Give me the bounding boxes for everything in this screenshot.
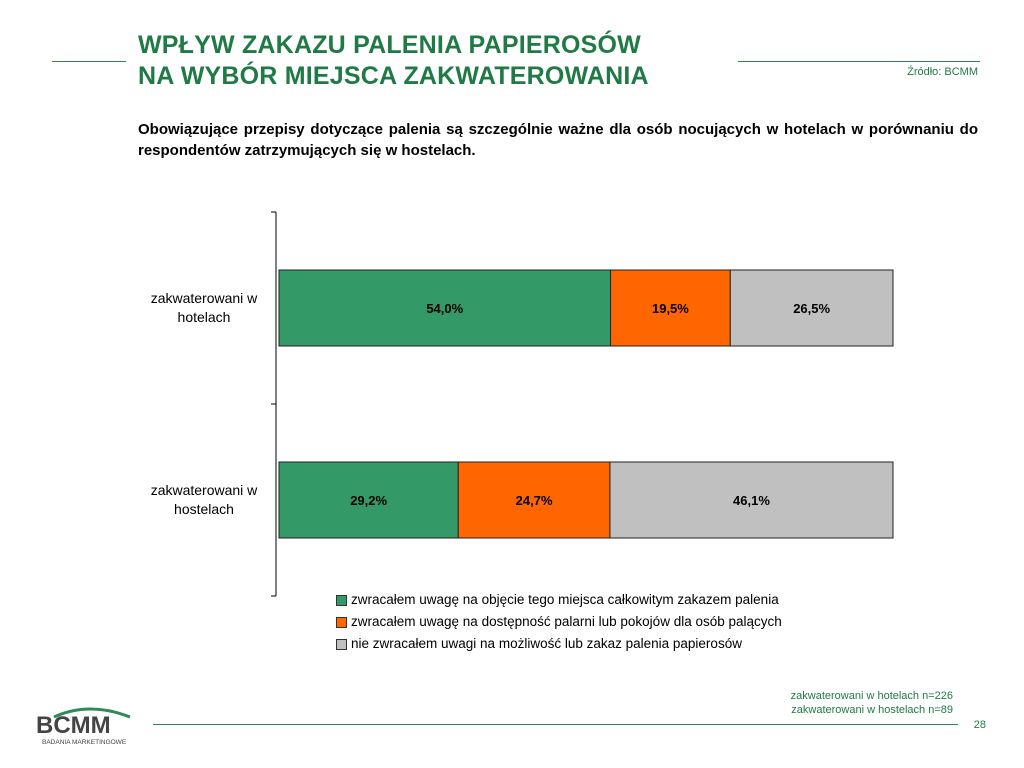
title-line-2: NA WYBÓR MIEJSCA ZAKWATEROWANIA — [138, 62, 649, 90]
legend-swatch-0 — [336, 595, 347, 606]
legend-label-1: zwracałem uwagę na dostępność palarni lub pokojów dla osób palących — [351, 614, 782, 629]
bcmm-logo — [34, 703, 134, 747]
page-subtitle: Obowiązujące przepisy dotyczące palenia są szczególnie ważne dla osób nocujących w hotelach w porównaniu do respondentów zatrzymujących się w hostelach. — [138, 121, 978, 159]
legend-item-1 — [336, 611, 782, 633]
legend-item-0 — [336, 589, 782, 611]
legend-swatch-1 — [336, 617, 347, 628]
bar-label-0-2: 26,5% — [793, 301, 831, 316]
page-number: 28 — [973, 719, 986, 731]
source-note: Źródło: BCMM — [907, 66, 978, 78]
sample-size-notes — [791, 689, 953, 717]
chart-legend — [336, 589, 782, 655]
logo-subtext: BADANIA MARKETINGOWE — [42, 739, 127, 746]
legend-label-2: nie zwracałem uwagi na możliwość lub zakaz palenia papierosów — [351, 636, 742, 651]
legend-swatch-2 — [336, 639, 347, 650]
category-label-0: zakwaterowani w hotelach — [150, 290, 258, 325]
bar-label-0-1: 19,5% — [651, 301, 689, 316]
category-axis — [271, 212, 276, 596]
footer-rule — [153, 724, 958, 725]
bar-label-1-1: 24,7% — [515, 493, 553, 508]
bar-label-1-2: 46,1% — [733, 493, 770, 508]
bar-label-0-0: 54,0% — [426, 301, 464, 316]
legend-label-0: zwracałem uwagę na objęcie tego miejsca całkowitym zakazem palenia — [351, 592, 779, 607]
category-label-1: zakwaterowani w hostelach — [150, 482, 258, 517]
logo-text: BCMM — [36, 712, 111, 739]
title-line-1: WPŁYW ZAKAZU PALENIA PAPIEROSÓW — [138, 31, 641, 59]
note-hostels: zakwaterowani w hostelach n=89 — [791, 704, 953, 716]
note-hotels: zakwaterowani w hotelach n=226 — [790, 690, 953, 702]
legend-item-2 — [336, 633, 782, 655]
bar-label-1-0: 29,2% — [350, 493, 388, 508]
